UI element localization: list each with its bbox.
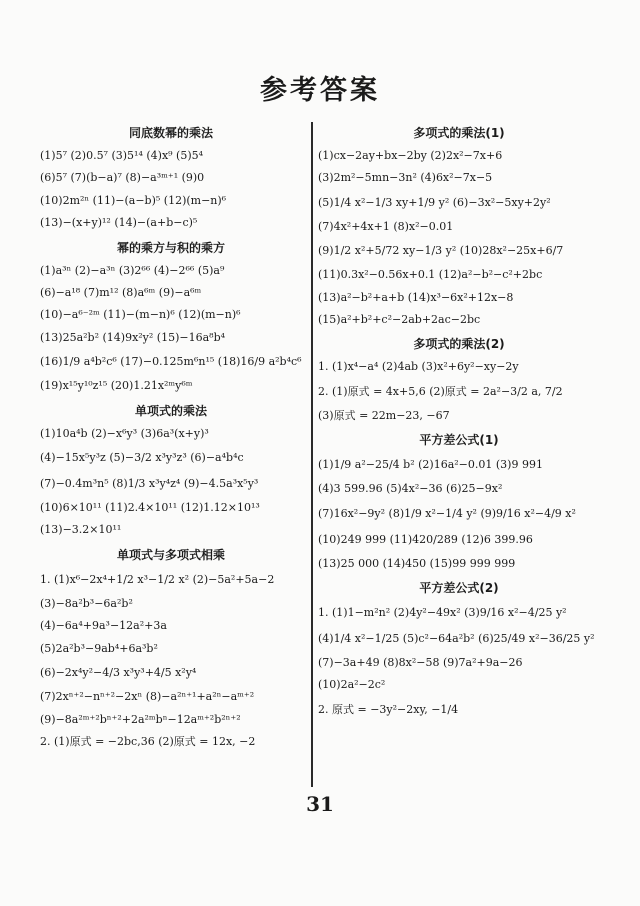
left-column xyxy=(40,120,302,753)
section-heading: 平方差公式(1) xyxy=(419,433,499,448)
right-column xyxy=(318,120,600,723)
answer-line: (1)1/9 a²−25/4 b² (2)16a²−0.01 (3)9 991 xyxy=(318,458,543,472)
answer-line: (13)25a²b² (14)9x²y² (15)−16a⁸b⁴ xyxy=(40,330,226,344)
answer-line: (19)x¹⁵y¹⁰z¹⁵ (20)1.21x²ᵐy⁶ᵐ xyxy=(40,379,193,393)
answer-line: (3)2m²−5mn−3n² (4)6x²−7x−5 xyxy=(318,171,493,185)
answer-line: (1)5⁷ (2)0.5⁷ (3)5¹⁴ (4)x⁹ (5)5⁴ xyxy=(40,149,204,162)
section-heading: 单项式与多项式相乘 xyxy=(116,547,225,562)
answer-line: (7)16x²−9y² (8)1/9 x²−1/4 y² (9)9/16 x²−4/9 x² xyxy=(318,506,576,520)
answer-line: (11)0.3x²−0.56x+0.1 (12)a²−b²−c²+2bc xyxy=(318,268,543,282)
answer-line: 1. (1)x⁴−a⁴ (2)4ab (3)x²+6y²−xy−2y xyxy=(318,360,519,374)
answer-line: (1)cx−2ay+bx−2by (2)2x²−7x+6 xyxy=(318,149,503,162)
column-divider xyxy=(311,122,313,787)
answer-line: (13)−(x+y)¹² (14)−(a+b−c)⁵ xyxy=(40,216,198,230)
answer-line: 1. (1)1−m²n² (2)4y²−49x² (3)9/16 x²−4/25 y² xyxy=(318,606,567,620)
answer-line: (6)−2x⁴y²−4/3 x³y³+4/5 x²y⁴ xyxy=(40,666,197,680)
answer-line: (7)−0.4m³n⁵ (8)1/3 x³y⁴z⁴ (9)−4.5a³x⁵y³ xyxy=(40,477,259,491)
answer-line: 2. (1)原式 = 4x+5,6 (2)原式 = 2a²−3/2 a, 7/2 xyxy=(318,384,563,398)
answer-line: (4)3 599.96 (5)4x²−36 (6)25−9x² xyxy=(318,482,503,496)
answer-line: (5)2a²b³−9ab⁴+6a³b² xyxy=(40,641,158,655)
answer-line: (1)10a⁴b (2)−x⁶y³ (3)6a³(x+y)³ xyxy=(40,426,209,440)
section-heading: 幂的乘方与积的乘方 xyxy=(116,240,225,255)
answer-line: (7)2xⁿ⁺²−nⁿ⁺²−2xⁿ (8)−a²ⁿ⁺¹+a²ⁿ−aᵐ⁺² xyxy=(40,690,255,704)
answer-line: (13)−3.2×10¹¹ xyxy=(40,523,122,537)
answer-line: (3)原式 = 22m−23, −67 xyxy=(318,408,450,422)
answer-line: 2. (1)原式 = −2bc,36 (2)原式 = 12x, −2 xyxy=(40,734,256,748)
answer-line: (10)249 999 (11)420/289 (12)6 399.96 xyxy=(318,532,533,546)
answer-line: (9)1/2 x²+5/72 xy−1/3 y² (10)28x²−25x+6/7 xyxy=(318,244,564,258)
answer-line: (4)1/4 x²−1/25 (5)c²−64a²b² (6)25/49 x²−36/25 y² xyxy=(318,632,595,646)
answer-line: (7)4x²+4x+1 (8)x²−0.01 xyxy=(318,219,454,233)
answer-line: (10)2m²ⁿ (11)−(a−b)⁵ (12)(m−n)⁶ xyxy=(40,193,227,207)
answer-line: (10)2a²−2c² xyxy=(318,678,386,692)
answer-line: 2. 原式 = −3y²−2xy, −1/4 xyxy=(318,702,459,716)
answer-line: (5)1/4 x²−1/3 xy+1/9 y² (6)−3x²−5xy+2y² xyxy=(318,195,551,209)
answer-line: (4)−15x⁵y³z (5)−3/2 x³y³z³ (6)−a⁴b⁴c xyxy=(40,451,244,465)
answer-line: (13)a²−b²+a+b (14)x³−6x²+12x−8 xyxy=(318,290,514,304)
answer-line: (16)1/9 a⁴b²c⁶ (17)−0.125m⁶n¹⁵ (18)16/9 a²b⁴c⁶ xyxy=(40,355,302,369)
answer-line: (7)−3a+49 (8)8x²−58 (9)7a²+9a−26 xyxy=(318,656,523,670)
answer-line: (15)a²+b²+c²−2ab+2ac−2bc xyxy=(318,313,481,327)
answer-line: (1)a³ⁿ (2)−a³ⁿ (3)2⁶⁶ (4)−2⁶⁶ (5)a⁹ xyxy=(40,263,225,277)
section-heading: 同底数幂的乘法 xyxy=(128,126,213,140)
page-title: 参考答案 xyxy=(260,75,380,106)
answer-line: (6)−a¹⁸ (7)m¹² (8)a⁶ᵐ (9)−a⁶ᵐ xyxy=(40,286,202,300)
section-heading: 单项式的乘法 xyxy=(134,403,207,418)
answer-line: 1. (1)x⁶−2x⁴+1/2 x³−1/2 x² (2)−5a²+5a−2 xyxy=(40,572,275,586)
answer-line: (3)−8a²b³−6a²b² xyxy=(40,596,133,610)
section-heading: 多项式的乘法(2) xyxy=(413,337,505,352)
section-heading: 平方差公式(2) xyxy=(419,581,499,596)
answer-line: (4)−6a⁴+9a³−12a²+3a xyxy=(40,619,167,633)
page-number: 31 xyxy=(306,792,334,816)
answer-line: (10)6×10¹¹ (11)2.4×10¹¹ (12)1.12×10¹³ xyxy=(40,501,260,515)
answer-line: (6)5⁷ (7)(b−a)⁷ (8)−a³ᵐ⁺¹ (9)0 xyxy=(40,171,205,185)
answer-line: (13)25 000 (14)450 (15)99 999 999 xyxy=(318,556,516,570)
answer-line: (10)−a⁶⁻²ᵐ (11)−(m−n)⁶ (12)(m−n)⁶ xyxy=(40,308,241,322)
answer-line: (9)−8a²ᵐ⁺²bⁿ⁺²+2a²ᵐbⁿ−12aᵐ⁺²b²ⁿ⁺² xyxy=(40,712,241,726)
section-heading: 多项式的乘法(1) xyxy=(413,126,505,140)
